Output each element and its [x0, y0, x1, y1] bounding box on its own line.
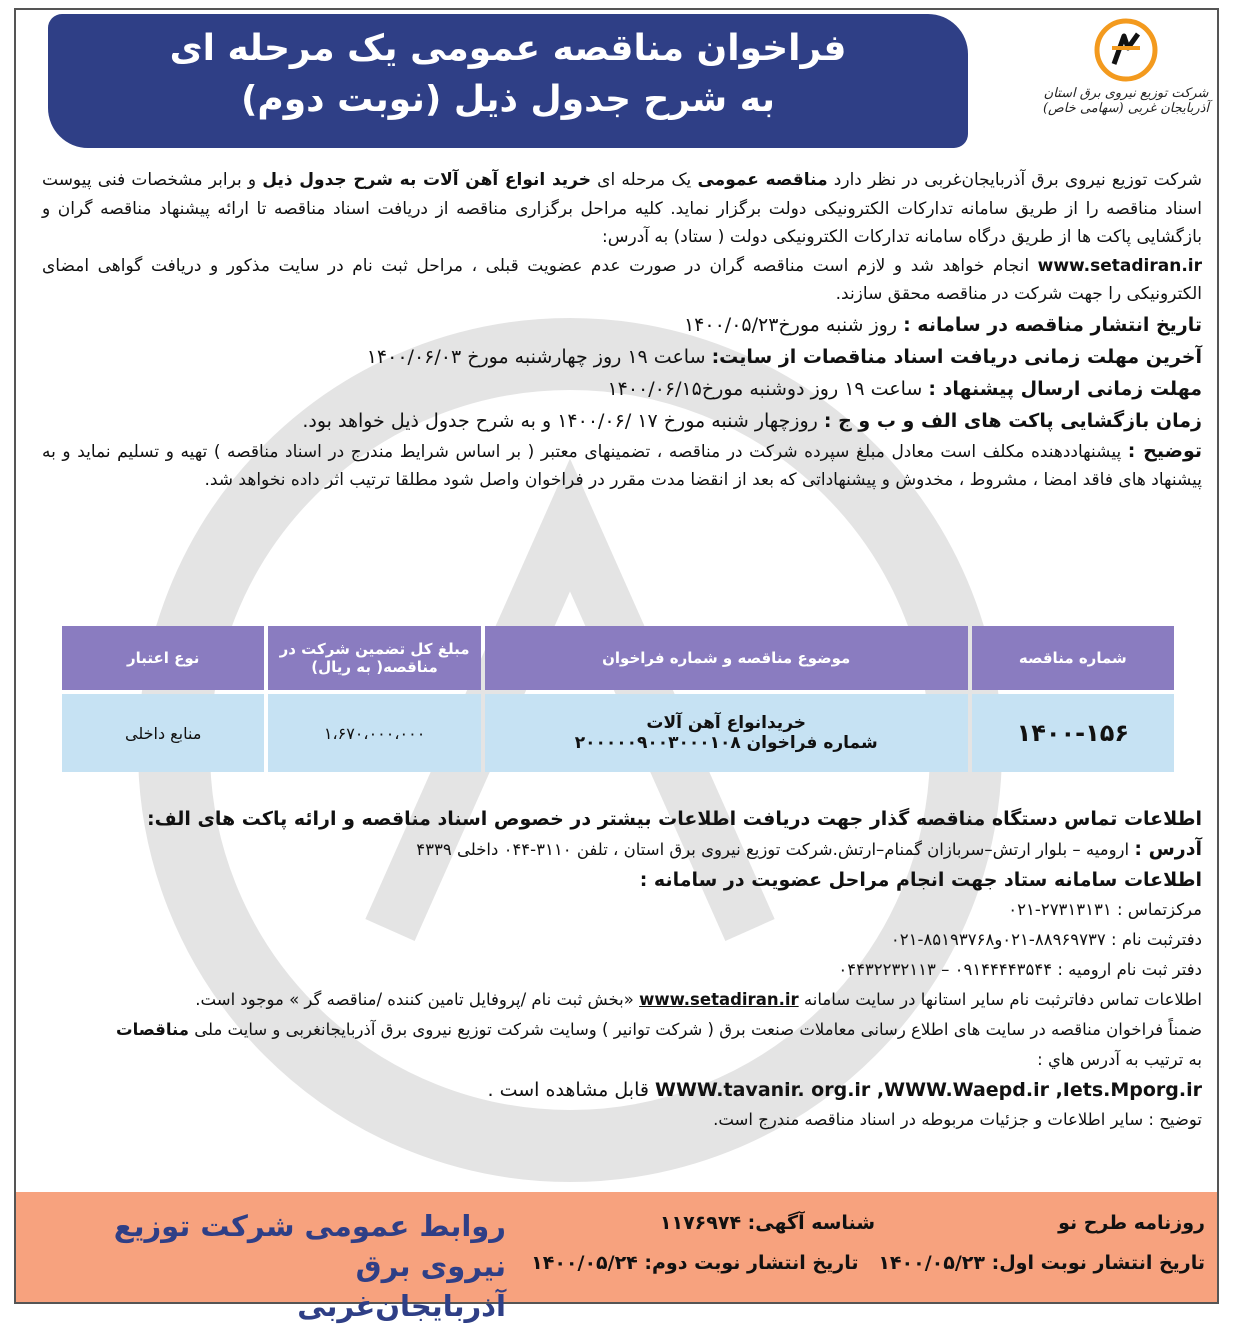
power-company-logo-icon — [1094, 18, 1158, 82]
col-header-number: شماره مناقصه — [972, 626, 1174, 690]
opening-date: زمان بازگشایی پاکت های الف و ب و ج : روزچهار شنبه مورخ ۱۷ /۱۴۰۰/۰۶ و به شرح جدول ذیل خواهد بود. — [302, 409, 1202, 432]
cell-subject: خریدانواع آهن آلات شماره فراخوان ۲۰۰۰۰۰۹۰۰۳۰۰۰۱۰۸ — [485, 694, 968, 772]
addresses-intro: به ترتیب به آدرس هاي : — [1037, 1050, 1202, 1069]
also-published: ضمناً فراخوان مناقصه در سایت های اطلاع رسانی معاملات صنعت برق ( شرکت توانیر ) وسایت شرکت توزیع نیروی برق آذربایجانغربی و سایت ملی مناقصات — [115, 1020, 1202, 1039]
col-header-credit: نوع اعتبار — [62, 626, 264, 690]
registration-office: دفترثبت نام : ۸۸۹۶۹۷۳۷-۰۲۱و۸۵۱۹۳۷۶۸-۰۲۱ — [890, 930, 1202, 949]
submit-deadline: مهلت زمانی ارسال پیشنهاد : ساعت ۱۹ روز دوشنبه مورخ۱۴۰۰/۰۶/۱۵ — [607, 377, 1202, 400]
company-logo — [1031, 14, 1221, 154]
intro-paragraph-2: www.setadiran.ir انجام خواهد شد و لازم است مناقصه گران در صورت عدم عضویت قبلی ، مراحل ثبت نام در سایت مذکور و دریافت گواهی امضای الکترونیکی را جهت شرکت در مناقصه محقق سازند. — [42, 255, 1202, 304]
col-header-subject: موضوع مناقصه و شماره فراخوان — [485, 626, 968, 690]
tender-table — [58, 622, 1178, 776]
contact-heading: اطلاعات تماس دستگاه مناقصه گذار جهت دریافت اطلاعات بیشتر در خصوص اسناد مناقصه و ارائه پاکت های الف: — [146, 808, 1202, 830]
other-provinces: اطلاعات تماس دفاترثبت نام سایر استانها در سایت سامانه www.setadiran.ir «بخش ثبت نام /پروفایل تامین کننده /مناقصه گر » موجود است. — [195, 990, 1202, 1009]
logo-name-line-1: شرکت توزیع نیروی برق استان — [1043, 86, 1209, 101]
address-line: آدرس : ارومیه – بلوار ارتش–سربازان گمنام–ارتش.شرکت توزیع نیروی برق استان ، تلفن ۳۱۱۰-۰۴۴ داخلی ۴۳۳۹ — [416, 838, 1202, 860]
announcement-body — [42, 166, 1202, 495]
cell-number: ۱۴۰۰-۱۵۶ — [972, 694, 1174, 772]
urmia-office: دفتر ثبت نام ارومیه : ۰۹۱۴۴۴۴۳۵۴۴ – ۰۴۴۳۲۲۳۲۱۱۳ — [838, 960, 1202, 979]
setad-site-link[interactable]: www.setadiran.ir — [1037, 255, 1202, 276]
contact-section — [42, 804, 1202, 1135]
footer-bar — [16, 1192, 1217, 1323]
sites-links[interactable]: WWW.tavanir. org.ir ,WWW.Waepd.ir ,Iets.Mporg.ir — [654, 1079, 1202, 1101]
newspaper-name: روزنامه طرح نو — [1058, 1212, 1205, 1234]
logo-name-line-2: آذربایجان غربی (سهامی خاص) — [1042, 101, 1210, 116]
second-publish-date: تاریخ انتشار نوبت دوم: ۱۴۰۰/۰۵/۲۴ — [531, 1252, 859, 1274]
title-line-2: به شرح جدول ذیل (نوبت دوم) — [240, 79, 776, 120]
intro-paragraph: شرکت توزیع نیروی برق آذربایجان‌غربی در نظر دارد مناقصه عمومی یک مرحله ای خرید انواع آهن آلات به شرح جدول ذیل و برابر مشخصات فنی پیوست اسناد مناقصه را از طریق سامانه تدارکات الکترونیکی دولت برگزار نماید. کلیه مراحل برگزاری مناقصه از دریافت اسناد مناقصه تا ارائه پیشنهاد مناقصه گران و بازگشایی پاکت ها از طریق درگاه سامانه تدارکات الکترونیکی دولت ( ستاد) به آدرس: — [42, 170, 1202, 247]
publish-date: تاریخ انتشار مناقصه در سامانه : روز شنبه مورخ۱۴۰۰/۰۵/۲۳ — [683, 313, 1202, 336]
sites-line: WWW.tavanir. org.ir ,WWW.Waepd.ir ,Iets.Mporg.ir قابل مشاهده است . — [487, 1079, 1202, 1101]
first-publish-date: تاریخ انتشار نوبت اول: ۱۴۰۰/۰۵/۲۳ — [878, 1252, 1205, 1274]
header-banner — [48, 14, 968, 148]
title-line-1: فراخوان مناقصه عمومی یک مرحله ای — [169, 28, 847, 69]
setad-heading: اطلاعات سامانه ستاد جهت انجام مراحل عضویت در سامانه : — [639, 869, 1202, 891]
docs-deadline: آخرین مهلت زمانی دریافت اسناد مناقصات از سایت: ساعت ۱۹ روز چهارشنبه مورخ ۱۴۰۰/۰۶/۰۳ — [366, 345, 1202, 368]
final-note: توضیح : سایر اطلاعات و جزئیات مربوطه در اسناد مناقصه مندرج است. — [713, 1110, 1202, 1129]
cell-credit: منابع داخلی — [62, 694, 264, 772]
ad-id: شناسه آگهی: ۱۱۷۶۹۷۴ — [659, 1212, 875, 1234]
note-paragraph: توضیح : پیشنهاددهنده مکلف است معادل مبلغ سپرده شرکت در مناقصه ، تضمینهای معتبر ( بر اساس شرایط مندرج در اسناد مناقصه ) تهیه و تسلیم نماید و به پیشنهاد های فاقد امضا ، مشروط ، مخدوش و پیشنهاداتی که بعد از انقضا مدت مقرر در فراخوان واصل شود مطلقا ترتیب اثر داده نخواهد شد. — [42, 439, 1202, 490]
public-relations: روابط عمومی شرکت توزیع نیروی برق آذربایجان‌غربی — [113, 1209, 506, 1323]
call-center: مرکزتماس : ۲۷۳۱۳۱۳۱-۰۲۱ — [1008, 900, 1202, 919]
setad-site-link-2[interactable]: www.setadiran.ir — [639, 990, 799, 1009]
cell-amount: ۱،۶۷۰،۰۰۰،۰۰۰ — [268, 694, 480, 772]
col-header-amount: مبلغ کل تضمین شرکت در مناقصه( به ریال) — [268, 626, 480, 690]
table-header-row — [62, 626, 1174, 690]
table-row — [62, 694, 1174, 772]
